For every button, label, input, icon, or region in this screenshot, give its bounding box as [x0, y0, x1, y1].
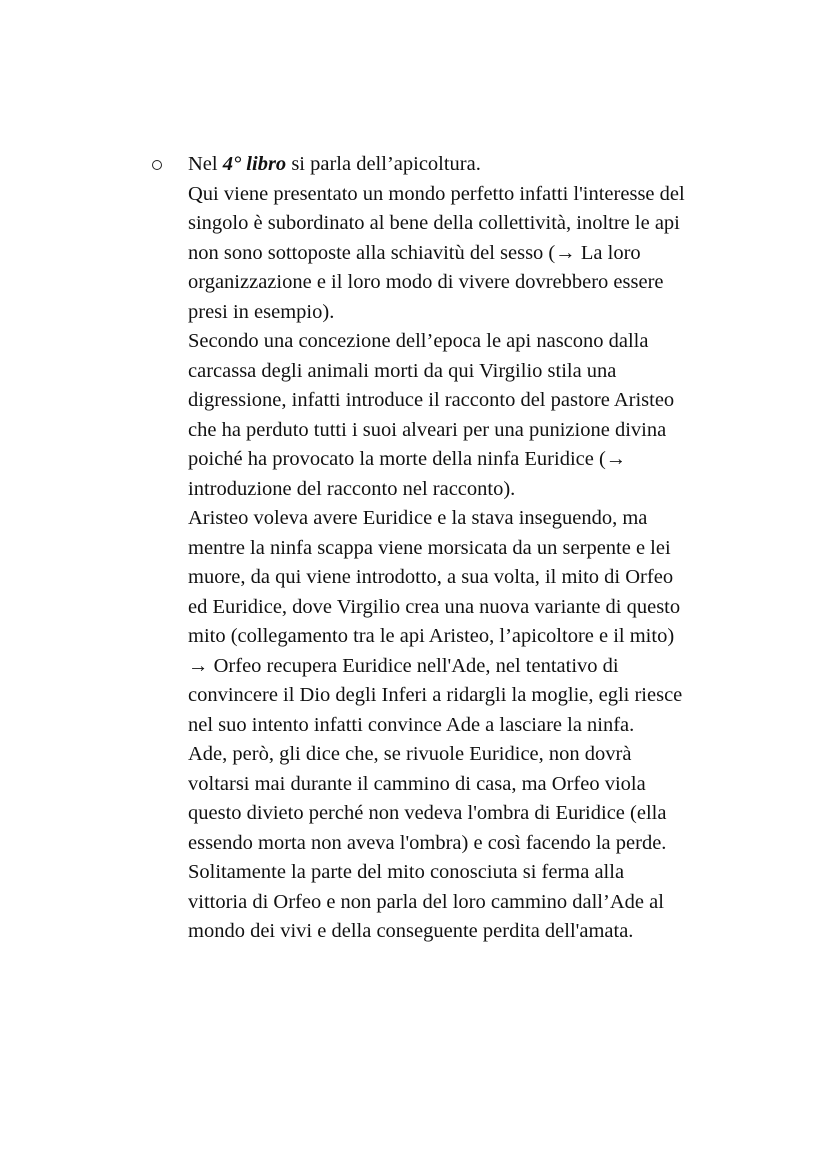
- text-line: carcassa degli animali morti da qui Virgilio stila una: [188, 359, 617, 382]
- text-line: Secondo una concezione dell’epoca le api nascono dalla: [188, 330, 649, 352]
- bullet-body: [188, 150, 772, 947]
- text-line: Aristeo voleva avere Euridice e la stava inseguendo, ma: [188, 507, 648, 529]
- intro-suffix: si parla dell’apicoltura.: [286, 153, 481, 175]
- text-line: voltarsi mai durante il cammino di casa, ma Orfeo viola: [188, 772, 646, 795]
- text-line: che ha perduto tutti i suoi alveari per una punizione divina: [188, 418, 667, 441]
- text-line: vittoria di Orfeo e non parla del loro cammino dall’Ade al: [188, 890, 664, 913]
- text-line: ed Euridice, dove Virgilio crea una nuova variante di questo: [188, 595, 681, 618]
- text-line: convincere il Dio degli Inferi a ridargli la moglie, egli riesce: [188, 684, 683, 706]
- text-line: mondo dei vivi e della conseguente perdita dell'amata.: [188, 920, 634, 942]
- hollow-circle-bullet-icon: [152, 160, 162, 170]
- text-line: presi in esempio).: [188, 300, 335, 323]
- text-line: non sono sottoposte alla schiavitù del sesso (→ La loro: [188, 241, 641, 264]
- text-line: Ade, però, gli dice che, se rivuole Euridice, non dovrà: [188, 743, 632, 765]
- text-line: muore, da qui viene introdotto, a sua volta, il mito di Orfeo: [188, 566, 674, 588]
- text-line: organizzazione e il loro modo di vivere dovrebbero essere: [188, 271, 664, 293]
- intro-line: [188, 150, 772, 180]
- text-line: → Orfeo recupera Euridice nell'Ade, nel tentativo di: [188, 654, 619, 677]
- text-line: introduzione del racconto nel racconto).: [188, 477, 516, 500]
- text-line: mentre la ninfa scappa viene morsicata da un serpente e lei: [188, 536, 671, 559]
- text-line: singolo è subordinato al bene della collettività, inoltre le api: [188, 212, 680, 234]
- intro-emphasis: 4° libro: [222, 153, 287, 175]
- text-line: questo divieto perché non vedeva l'ombra di Euridice (ella: [188, 802, 667, 824]
- text-line: Solitamente la parte del mito conosciuta si ferma alla: [188, 861, 625, 883]
- bullet-item: [152, 150, 772, 947]
- intro-prefix: Nel: [188, 153, 223, 175]
- text-line: essendo morta non aveva l'ombra) e così facendo la perde.: [188, 831, 667, 854]
- text-line: Qui viene presentato un mondo perfetto infatti l'interesse del: [188, 182, 685, 205]
- text-line: digressione, infatti introduce il racconto del pastore Aristeo: [188, 389, 675, 411]
- text-line: mito (collegamento tra le api Aristeo, l’apicoltore e il mito): [188, 625, 675, 647]
- text-line: poiché ha provocato la morte della ninfa Euridice (→: [188, 448, 627, 470]
- text-line: nel suo intento infatti convince Ade a lasciare la ninfa.: [188, 713, 635, 736]
